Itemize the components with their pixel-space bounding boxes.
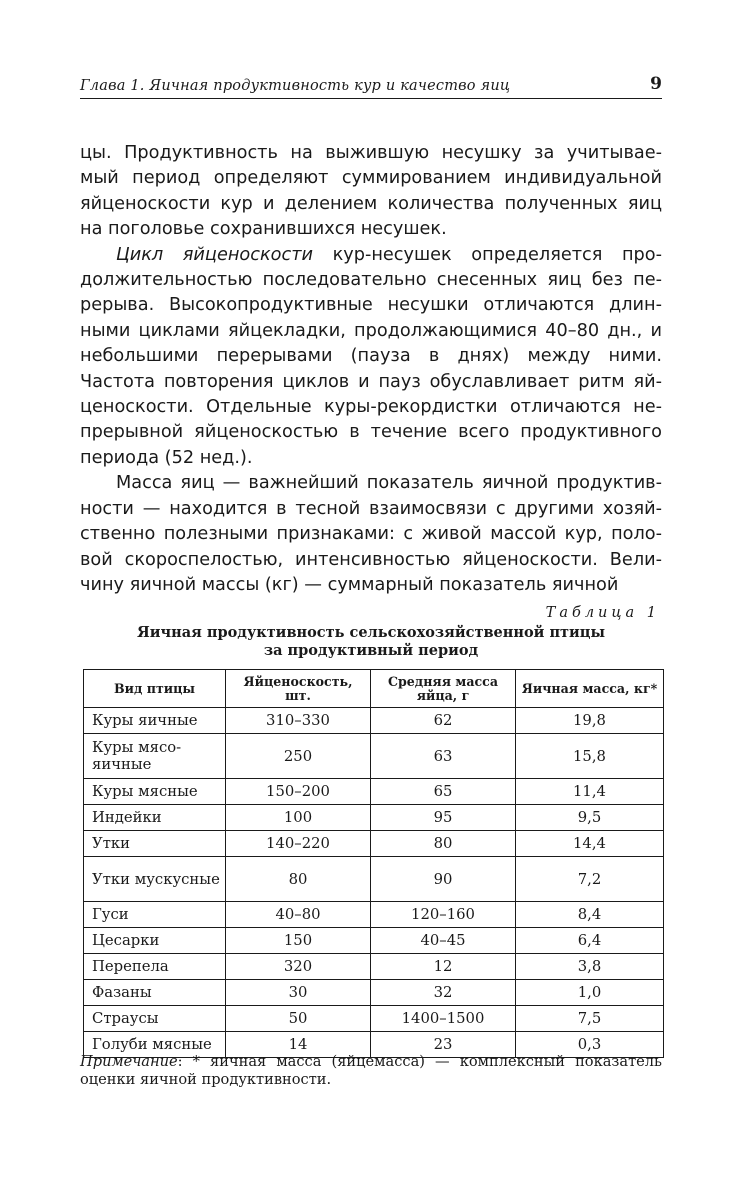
cell-egg-weight: 32 [371, 980, 516, 1006]
cell-species: Гуси [84, 902, 226, 928]
table-row [84, 1006, 664, 1032]
cell-egg-weight: 65 [371, 779, 516, 805]
cell-species: Фазаны [84, 980, 226, 1006]
cell-egg-weight: 95 [371, 805, 516, 831]
cell-egg-weight: 12 [371, 954, 516, 980]
cell-species: Куры мясные [84, 779, 226, 805]
table-row [84, 779, 664, 805]
text-line: ственно полезными признаками: с живой массой кур, поло- [80, 524, 662, 545]
table-row [84, 902, 664, 928]
paragraph-2 [80, 243, 662, 472]
chapter-title: Глава 1. Яичная продуктивность кур и качество яиц [80, 78, 511, 94]
productivity-table [83, 669, 664, 1058]
paragraph-1 [80, 141, 662, 243]
cell-egg-weight: 1400–1500 [371, 1006, 516, 1032]
cell-egg-weight: 90 [371, 857, 516, 902]
text-line: ности — находится в тесной взаимосвязи с другими хозяй- [80, 498, 662, 519]
body-text [80, 141, 662, 598]
table-row [84, 954, 664, 980]
column-header-egg-mass: Яичная масса, кг* [516, 670, 664, 708]
text-line: мый период определяют суммированием индивидуальной [80, 168, 662, 189]
cell-egg-mass: 6,4 [516, 928, 664, 954]
table-title-line: Яичная продуктивность сельскохозяйственной птицы [136, 624, 606, 641]
text-line: вой скороспелостью, интенсивностью яйценоскости. Вели- [80, 549, 662, 570]
cell-egg-mass: 11,4 [516, 779, 664, 805]
cell-egg-count: 30 [226, 980, 371, 1006]
cell-species: Куры мясо-яичные [84, 734, 226, 779]
text-line: чину яичной массы (кг) — суммарный показатель яичной [80, 574, 619, 595]
table-header-row [84, 670, 664, 708]
cell-egg-count: 40–80 [226, 902, 371, 928]
cell-egg-count: 320 [226, 954, 371, 980]
table-row [84, 857, 664, 902]
cell-species: Цесарки [84, 928, 226, 954]
cell-egg-mass: 8,4 [516, 902, 664, 928]
cell-egg-count: 140–220 [226, 831, 371, 857]
text-line: должительностью последовательно снесенных яиц без пе- [80, 270, 662, 291]
table-label: Таблица 1 [545, 605, 660, 621]
cell-egg-weight: 120–160 [371, 902, 516, 928]
cell-species: Утки [84, 831, 226, 857]
text-line: ными циклами яйцекладки, продолжающимися 40–80 дн., [80, 320, 643, 341]
text-line: и небольшими перерывами (пауза в днях) между ними. [80, 320, 662, 367]
text-line: яйценоскости кур и делением количества полученных яиц [80, 193, 662, 214]
cell-egg-count: 100 [226, 805, 371, 831]
text-line: ценоскости. Отдельные куры-рекордистки отличаются не- [80, 397, 662, 418]
note-text: : * яичная масса (яйцемасса) — комплексный показатель оценки яичной продуктивности. [80, 1053, 662, 1088]
text-line: цы. Продуктивность на выжившую несушку за учитывае- [80, 143, 662, 163]
paragraph-3 [80, 471, 662, 598]
column-header-species: Вид птицы [84, 670, 226, 708]
table-row [84, 734, 664, 779]
cell-egg-mass: 19,8 [516, 708, 664, 734]
table-title-line: за продуктивный период [263, 642, 479, 659]
note-label: Примечание [80, 1053, 178, 1070]
cell-species: Голуби мясные [84, 1032, 226, 1058]
cell-egg-mass: 7,2 [516, 857, 664, 902]
term-egg-cycle: Цикл яйценоскости [116, 244, 313, 265]
cell-egg-mass: 14,4 [516, 831, 664, 857]
cell-species: Индейки [84, 805, 226, 831]
text-line: на поголовье сохранившихся несушек. [80, 219, 447, 240]
text-line: кур-несушек определяется про- [313, 244, 662, 265]
cell-egg-mass: 3,8 [516, 954, 664, 980]
cell-egg-count: 250 [226, 734, 371, 779]
cell-species: Куры яичные [84, 708, 226, 734]
cell-egg-mass: 9,5 [516, 805, 664, 831]
text-line: рерыва. Высокопродуктивные несушки отличаются длин- [80, 295, 662, 316]
cell-species: Перепела [84, 954, 226, 980]
table-row [84, 928, 664, 954]
table-row [84, 708, 664, 734]
table-title [80, 624, 662, 660]
cell-egg-count: 310–330 [226, 708, 371, 734]
running-head [80, 74, 662, 99]
text-line: Частота повторения циклов и пауз обуславливает ритм яй- [80, 371, 662, 392]
cell-species: Утки мускусные [84, 857, 226, 902]
cell-egg-weight: 23 [371, 1032, 516, 1058]
cell-egg-count: 80 [226, 857, 371, 902]
column-header-egg-count: Яйценоскость, шт. [226, 670, 371, 708]
cell-egg-mass: 1,0 [516, 980, 664, 1006]
cell-egg-count: 50 [226, 1006, 371, 1032]
cell-egg-mass: 0,3 [516, 1032, 664, 1058]
text-line: периода (52 нед.). [80, 447, 253, 468]
table-row [84, 831, 664, 857]
table-row [84, 980, 664, 1006]
cell-egg-weight: 40–45 [371, 928, 516, 954]
cell-egg-weight: 62 [371, 708, 516, 734]
cell-egg-weight: 63 [371, 734, 516, 779]
cell-egg-count: 150–200 [226, 779, 371, 805]
cell-egg-count: 150 [226, 928, 371, 954]
cell-species: Страусы [84, 1006, 226, 1032]
cell-egg-mass: 15,8 [516, 734, 664, 779]
cell-egg-count: 14 [226, 1032, 371, 1058]
text-line: прерывной яйценоскостью в течение всего продуктивного [80, 422, 662, 443]
cell-egg-mass: 7,5 [516, 1006, 664, 1032]
table-row [84, 805, 664, 831]
cell-egg-weight: 80 [371, 831, 516, 857]
page-number: 9 [650, 74, 662, 94]
column-header-egg-weight: Средняя масса яйца, г [371, 670, 516, 708]
text-line: Масса яиц — важнейший показатель яичной продуктив- [116, 473, 662, 494]
table-note [80, 1053, 662, 1089]
